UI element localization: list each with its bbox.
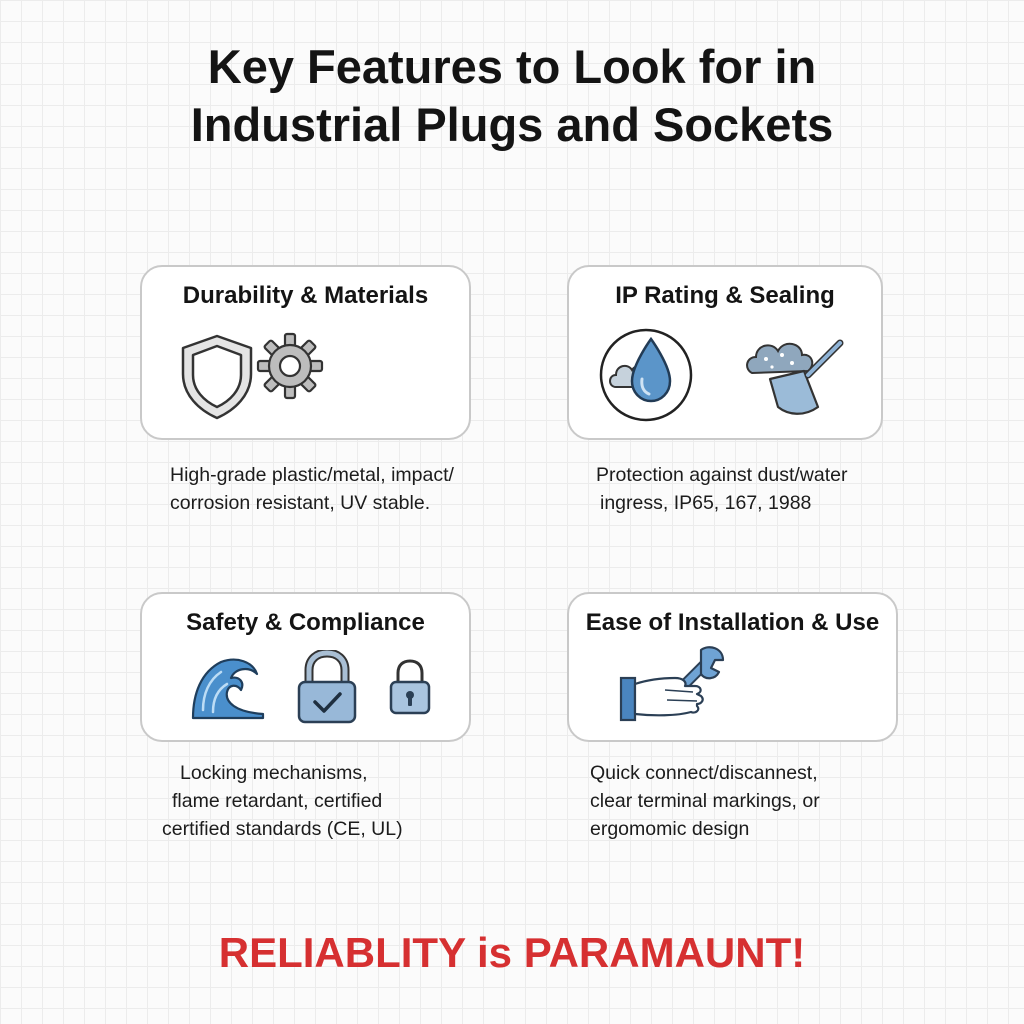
ip-rating-card-title: IP Rating & Sealing [615,282,835,309]
tagline: RELIABLITY is PARAMAUNT! [218,929,806,976]
durability-description-line-2: corrosion resistant, UV stable. [170,492,431,514]
installation-description-line-3: ergomomic design [590,818,750,840]
padlock-check-icon [295,650,359,726]
safety-description [162,759,403,843]
page-title-line-2: Industrial Plugs and Sockets [190,98,834,151]
safety-description-line-1: Locking mechanisms, [180,762,368,784]
shield-icon [177,332,257,422]
safety-card [140,592,471,742]
durability-card-title: Durability & Materials [182,282,429,309]
installation-description [590,759,820,843]
gear-icon [254,330,326,402]
installation-description-line-2: clear terminal markings, or [590,790,820,812]
ip-rating-description-line-1: Protection against dust/water [596,464,848,486]
wave-icon [187,654,267,724]
ip-rating-card [567,265,883,440]
durability-description [170,461,454,517]
durability-card [140,265,471,440]
installation-card-title: Ease of Installation & Use [585,609,880,636]
page-title-line-1: Key Features to Look for in [207,40,817,93]
page-title [0,38,1024,154]
small-padlock-icon [387,658,433,716]
durability-description-line-1: High-grade plastic/metal, impact/ [170,464,454,486]
water-drop-icon [596,325,696,425]
ip-rating-description [596,461,847,517]
installation-description-line-1: Quick connect/discannest, [590,762,818,784]
hand-wrench-icon [617,644,727,728]
safety-description-line-2: flame retardant, certified [172,790,383,812]
ip-rating-description-line-2: ingress, IP65, 167, 1988 [600,492,812,514]
installation-card [567,592,898,742]
dust-shield-icon [742,331,852,431]
safety-description-line-3: certified standards (CE, UL) [162,818,403,840]
safety-card-title: Safety & Compliance [186,609,425,636]
